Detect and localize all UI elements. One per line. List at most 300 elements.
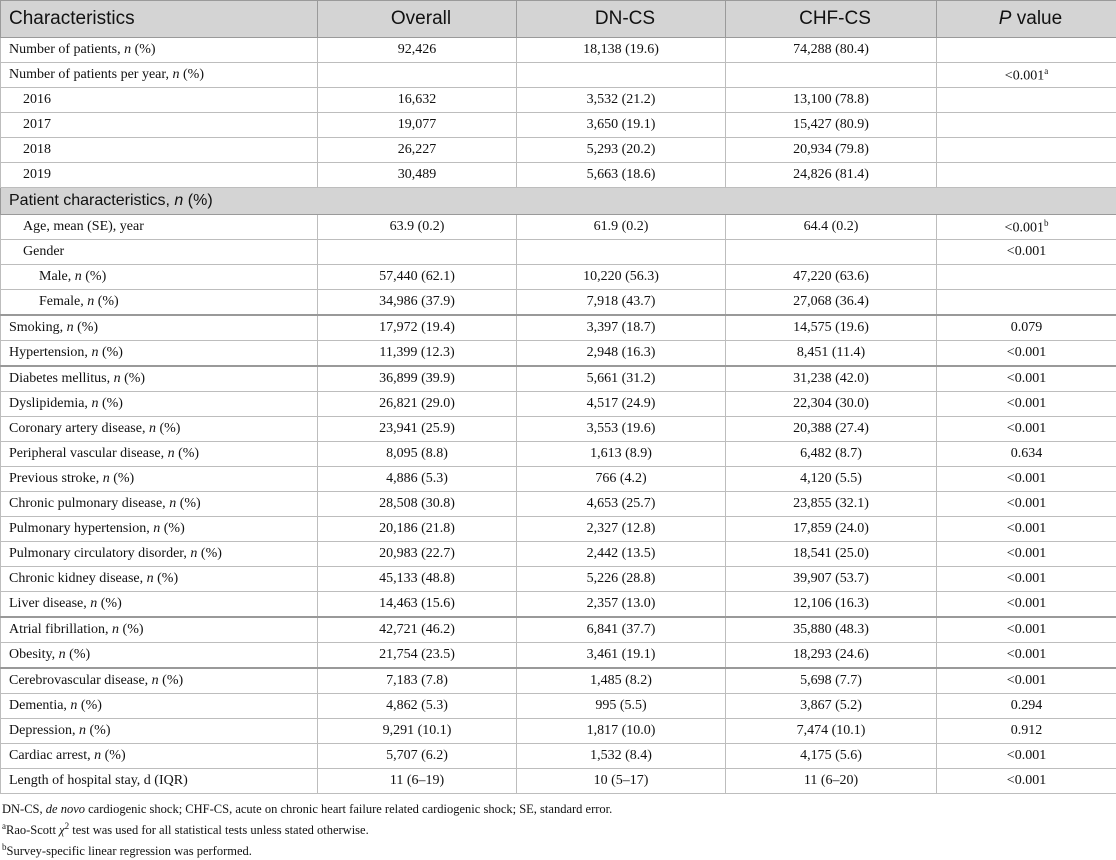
cell-p-value [937, 467, 1116, 492]
cell-chfcs: 47,220 (63.6) [726, 265, 937, 290]
row-label-suffix: (%) [86, 723, 111, 738]
cell-overall: 11,399 (12.3) [318, 341, 517, 367]
cell-overall: 11 (6–19) [318, 769, 517, 794]
cell-p-value [937, 744, 1116, 769]
cell-p-value [937, 392, 1116, 417]
row-label-text: Number of patients, [9, 42, 125, 57]
cell-chfcs: 8,451 (11.4) [726, 341, 937, 367]
cell-chfcs: 4,120 (5.5) [726, 467, 937, 492]
row-label-text: 2019 [23, 167, 51, 182]
row-label-n: n [148, 421, 156, 436]
cell-overall: 17,972 (19.4) [318, 315, 517, 341]
cell-dncs: 1,613 (8.9) [517, 442, 726, 467]
table-row [1, 769, 1116, 794]
header-overall: Overall [318, 1, 517, 38]
p-value-text: <0.001 [1006, 596, 1047, 611]
table-row [1, 694, 1116, 719]
table-header-row [1, 1, 1116, 38]
row-label [1, 88, 318, 113]
table-row [1, 315, 1116, 341]
row-label-suffix: (%) [176, 496, 201, 511]
footnote-a-start: Rao-Scott [6, 823, 60, 838]
cell-p-value [937, 694, 1116, 719]
cell-chfcs: 15,427 (80.9) [726, 113, 937, 138]
p-value-text: <0.001 [1006, 546, 1047, 561]
cell-p-value [937, 366, 1116, 392]
row-label-text: Dementia, [9, 698, 71, 713]
row-label-n: n [167, 446, 175, 461]
p-value-text: <0.001 [1006, 244, 1047, 259]
p-value-text: 0.079 [1010, 320, 1043, 335]
footnote-a-exponent: 2 [64, 821, 70, 831]
header-p-word: value [1016, 8, 1063, 29]
cell-chfcs: 22,304 (30.0) [726, 392, 937, 417]
cell-chfcs: 7,474 (10.1) [726, 719, 937, 744]
row-label-n: n [58, 647, 66, 662]
cell-chfcs: 35,880 (48.3) [726, 617, 937, 643]
table-row [1, 215, 1116, 240]
table-row [1, 38, 1116, 63]
row-label-suffix: (%) [101, 748, 126, 763]
cell-overall [318, 63, 517, 88]
cell-p-value [937, 88, 1116, 113]
p-value-text: <0.001 [1006, 622, 1047, 637]
header-characteristics: Characteristics [1, 1, 318, 38]
table-row [1, 163, 1116, 188]
row-label-text: 2016 [23, 92, 51, 107]
cell-overall: 7,183 (7.8) [318, 668, 517, 694]
p-value-text: <0.001 [1006, 571, 1047, 586]
table-row [1, 517, 1116, 542]
cell-chfcs: 4,175 (5.6) [726, 744, 937, 769]
cell-chfcs: 64.4 (0.2) [726, 215, 937, 240]
row-label [1, 517, 318, 542]
table-row [1, 392, 1116, 417]
cell-chfcs: 13,100 (78.8) [726, 88, 937, 113]
cell-p-value [937, 643, 1116, 669]
cell-chfcs: 20,388 (27.4) [726, 417, 937, 442]
table-row [1, 719, 1116, 744]
footnote-abbreviations [2, 801, 1116, 818]
p-value-text: <0.001 [1006, 496, 1047, 511]
row-label [1, 417, 318, 442]
footnote-abbr-end: cardiogenic shock; CHF-CS, acute on chronic heart failure related cardiogenic shock; SE, standard error. [85, 802, 613, 816]
p-value-text: <0.001 [1006, 748, 1047, 763]
row-label [1, 769, 318, 794]
table-row [1, 643, 1116, 669]
row-label-text: Chronic pulmonary disease, [9, 496, 170, 511]
row-label-text: Male, [39, 269, 75, 284]
row-label-suffix: (%) [120, 371, 146, 386]
cell-overall: 21,754 (23.5) [318, 643, 517, 669]
row-label-suffix: (%) [73, 320, 99, 335]
cell-chfcs: 17,859 (24.0) [726, 517, 937, 542]
table-row [1, 113, 1116, 138]
cell-dncs: 5,293 (20.2) [517, 138, 726, 163]
row-label-n: n [87, 294, 95, 309]
cell-chfcs [726, 240, 937, 265]
table-row [1, 668, 1116, 694]
row-label-suffix: (%) [155, 421, 181, 436]
cell-p-value [937, 38, 1116, 63]
table-row [1, 63, 1116, 88]
row-label [1, 643, 318, 669]
cell-p-value [937, 567, 1116, 592]
cell-p-value [937, 719, 1116, 744]
p-value-text: <0.001 [1006, 371, 1047, 386]
cell-p-value [937, 492, 1116, 517]
cell-overall: 36,899 (39.9) [318, 366, 517, 392]
row-label-text: Pulmonary circulatory disorder, [9, 546, 191, 561]
footnote-b [2, 839, 1116, 860]
p-value-text: <0.001 [1006, 521, 1047, 536]
row-label-suffix: (%) [153, 571, 179, 586]
cell-overall: 63.9 (0.2) [318, 215, 517, 240]
footnote-b-marker: b [2, 842, 7, 853]
cell-p-value [937, 668, 1116, 694]
cell-dncs: 1,532 (8.4) [517, 744, 726, 769]
row-label-text: Liver disease, [9, 596, 91, 611]
cell-p-value [937, 517, 1116, 542]
table-row [1, 240, 1116, 265]
header-p-letter: P [998, 8, 1012, 29]
footnote-a-chi: χ [59, 823, 65, 838]
row-label-suffix: (%) [160, 521, 185, 536]
cell-overall: 20,186 (21.8) [318, 517, 517, 542]
row-label-text: 2017 [23, 117, 51, 132]
table-row [1, 592, 1116, 618]
row-label-n: n [190, 546, 198, 561]
cell-chfcs: 39,907 (53.7) [726, 567, 937, 592]
table-row [1, 88, 1116, 113]
row-label-n: n [91, 396, 99, 411]
row-label-text: Cardiac arrest, [9, 748, 95, 763]
cell-dncs [517, 240, 726, 265]
row-label-suffix: (%) [94, 294, 119, 309]
cell-overall: 26,227 [318, 138, 517, 163]
row-label-suffix: (%) [179, 67, 204, 82]
header-chfcs: CHF-CS [726, 1, 937, 38]
footnote-b-text: Survey-specific linear regression was performed. [6, 844, 252, 859]
cell-p-value [937, 341, 1116, 367]
row-label-suffix: (%) [65, 647, 91, 662]
p-value-footnote-marker: b [1043, 217, 1049, 228]
cell-overall: 19,077 [318, 113, 517, 138]
row-label [1, 694, 318, 719]
cell-dncs: 2,948 (16.3) [517, 341, 726, 367]
row-label [1, 668, 318, 694]
cell-chfcs: 31,238 (42.0) [726, 366, 937, 392]
row-label-text: Cerebrovascular disease, [9, 673, 152, 688]
cell-chfcs: 11 (6–20) [726, 769, 937, 794]
cell-overall: 4,886 (5.3) [318, 467, 517, 492]
section-row-patient-characteristics [1, 188, 1116, 215]
row-label-text: Age, mean (SE), year [23, 219, 144, 234]
row-label-text: Peripheral vascular disease, [9, 446, 168, 461]
cell-overall: 28,508 (30.8) [318, 492, 517, 517]
cell-p-value [937, 315, 1116, 341]
cell-p-value [937, 63, 1116, 88]
row-label [1, 240, 318, 265]
cell-p-value [937, 163, 1116, 188]
row-label-n: n [79, 723, 86, 738]
row-label-n: n [91, 345, 99, 360]
cell-p-value [937, 542, 1116, 567]
cell-dncs: 6,841 (37.7) [517, 617, 726, 643]
cell-overall: 42,721 (46.2) [318, 617, 517, 643]
table-row [1, 492, 1116, 517]
cell-p-value [937, 265, 1116, 290]
row-label [1, 341, 318, 367]
cell-dncs [517, 63, 726, 88]
cell-overall: 57,440 (62.1) [318, 265, 517, 290]
cell-chfcs: 20,934 (79.8) [726, 138, 937, 163]
cell-p-value [937, 769, 1116, 794]
row-label-suffix: (%) [174, 446, 200, 461]
cell-dncs: 10 (5–17) [517, 769, 726, 794]
cell-chfcs: 14,575 (19.6) [726, 315, 937, 341]
cell-dncs: 2,357 (13.0) [517, 592, 726, 618]
cell-overall: 23,941 (25.9) [318, 417, 517, 442]
row-label-suffix: (%) [81, 269, 107, 284]
cell-dncs: 1,485 (8.2) [517, 668, 726, 694]
footnote-a-end: test was used for all statistical tests unless stated otherwise. [69, 823, 369, 838]
row-label-n: n [90, 596, 98, 611]
cell-dncs: 3,461 (19.1) [517, 643, 726, 669]
row-label [1, 542, 318, 567]
cell-dncs: 3,650 (19.1) [517, 113, 726, 138]
row-label-text: Dyslipidemia, [9, 396, 92, 411]
row-label-text: 2018 [23, 142, 51, 157]
cell-dncs: 7,918 (43.7) [517, 290, 726, 316]
row-label-text: Gender [23, 244, 65, 259]
section-label-suffix: (%) [183, 192, 213, 209]
row-label-text: Hypertension, [9, 345, 92, 360]
cell-dncs: 61.9 (0.2) [517, 215, 726, 240]
p-value-text: <0.001 [1006, 647, 1047, 662]
cell-overall [318, 240, 517, 265]
row-label-text: Atrial fibrillation, [9, 622, 113, 637]
row-label-text: Length of hospital stay, d (IQR) [9, 773, 188, 788]
row-label-n: n [94, 748, 102, 763]
row-label [1, 315, 318, 341]
cell-p-value [937, 417, 1116, 442]
p-value-text: 0.634 [1010, 446, 1043, 461]
cell-chfcs: 18,541 (25.0) [726, 542, 937, 567]
table-row [1, 442, 1116, 467]
row-label [1, 719, 318, 744]
section-label [1, 188, 1116, 215]
table-row [1, 744, 1116, 769]
cell-dncs: 18,138 (19.6) [517, 38, 726, 63]
row-label [1, 366, 318, 392]
cell-overall: 8,095 (8.8) [318, 442, 517, 467]
p-value-text: 0.912 [1010, 723, 1043, 738]
cell-overall: 30,489 [318, 163, 517, 188]
section-label-n: n [174, 192, 184, 209]
footnote-a-marker: a [2, 821, 6, 831]
row-label-text: Smoking, [9, 320, 67, 335]
cell-overall: 26,821 (29.0) [318, 392, 517, 417]
cell-p-value [937, 138, 1116, 163]
cell-p-value [937, 290, 1116, 316]
cell-overall: 20,983 (22.7) [318, 542, 517, 567]
row-label-suffix: (%) [119, 622, 144, 637]
row-label-text: Pulmonary hypertension, [9, 521, 154, 536]
table-row [1, 290, 1116, 316]
table-row [1, 341, 1116, 367]
p-value-text: <0.001 [1006, 345, 1047, 360]
cell-chfcs: 18,293 (24.6) [726, 643, 937, 669]
table-footnotes [0, 794, 1116, 860]
row-label [1, 38, 318, 63]
table-body-bottom [1, 215, 1116, 794]
cell-dncs: 3,532 (21.2) [517, 88, 726, 113]
cell-overall: 92,426 [318, 38, 517, 63]
row-label-text: Diabetes mellitus, [9, 371, 114, 386]
row-label-suffix: (%) [77, 698, 102, 713]
p-value-text: <0.001 [1006, 673, 1047, 688]
cell-p-value [937, 113, 1116, 138]
cell-dncs: 4,653 (25.7) [517, 492, 726, 517]
cell-p-value [937, 592, 1116, 618]
cell-p-value [937, 442, 1116, 467]
p-value-text: <0.001 [1006, 471, 1047, 486]
row-label-n: n [66, 320, 74, 335]
cell-p-value [937, 617, 1116, 643]
p-value-text: <0.001 [1006, 396, 1047, 411]
row-label-suffix: (%) [158, 673, 184, 688]
row-label-n: n [151, 673, 159, 688]
row-label-n: n [153, 521, 161, 536]
cell-dncs: 1,817 (10.0) [517, 719, 726, 744]
row-label-n: n [172, 67, 180, 82]
cell-chfcs: 12,106 (16.3) [726, 592, 937, 618]
row-label-text: Coronary artery disease, [9, 421, 149, 436]
p-value-text: <0.001 [1004, 68, 1045, 84]
p-value-footnote-marker: a [1044, 65, 1049, 76]
row-label-n: n [74, 269, 82, 284]
cell-dncs: 2,442 (13.5) [517, 542, 726, 567]
cell-chfcs: 23,855 (32.1) [726, 492, 937, 517]
row-label-suffix: (%) [131, 42, 156, 57]
cell-dncs: 3,397 (18.7) [517, 315, 726, 341]
row-label [1, 113, 318, 138]
cell-dncs: 2,327 (12.8) [517, 517, 726, 542]
row-label [1, 392, 318, 417]
footnote-a [2, 818, 1116, 839]
cell-chfcs: 5,698 (7.7) [726, 668, 937, 694]
row-label [1, 163, 318, 188]
cell-overall: 16,632 [318, 88, 517, 113]
row-label [1, 215, 318, 240]
cell-chfcs: 6,482 (8.7) [726, 442, 937, 467]
row-label-suffix: (%) [97, 596, 122, 611]
cell-dncs: 3,553 (19.6) [517, 417, 726, 442]
table-body-section [1, 188, 1116, 215]
cell-overall: 14,463 (15.6) [318, 592, 517, 618]
table-row [1, 366, 1116, 392]
row-label-suffix: (%) [109, 471, 135, 486]
cell-overall: 9,291 (10.1) [318, 719, 517, 744]
p-value-text: <0.001 [1004, 220, 1044, 236]
table-row [1, 542, 1116, 567]
header-p-value [937, 1, 1116, 38]
cell-dncs: 4,517 (24.9) [517, 392, 726, 417]
row-label-text: Number of patients per year, [9, 67, 173, 82]
table-row [1, 617, 1116, 643]
cell-chfcs: 24,826 (81.4) [726, 163, 937, 188]
row-label-n: n [169, 496, 177, 511]
section-label-text: Patient characteristics, [9, 192, 175, 209]
footnote-abbr-start: DN-CS, [2, 802, 46, 816]
row-label [1, 492, 318, 517]
row-label [1, 592, 318, 618]
cell-dncs: 10,220 (56.3) [517, 265, 726, 290]
table-row [1, 467, 1116, 492]
row-label-text: Previous stroke, [9, 471, 103, 486]
row-label [1, 467, 318, 492]
row-label-n: n [70, 698, 78, 713]
header-dncs: DN-CS [517, 1, 726, 38]
row-label [1, 138, 318, 163]
row-label [1, 617, 318, 643]
row-label [1, 265, 318, 290]
row-label [1, 442, 318, 467]
table-body-top [1, 38, 1116, 188]
row-label-text: Female, [39, 294, 88, 309]
cell-chfcs [726, 63, 937, 88]
table-row [1, 265, 1116, 290]
cell-overall: 34,986 (37.9) [318, 290, 517, 316]
footnote-abbr-italic: de novo [45, 802, 85, 816]
cell-dncs: 5,663 (18.6) [517, 163, 726, 188]
cell-overall: 4,862 (5.3) [318, 694, 517, 719]
row-label-suffix: (%) [197, 546, 222, 561]
row-label [1, 744, 318, 769]
row-label-n: n [112, 622, 120, 637]
row-label-n: n [146, 571, 154, 586]
cell-overall: 45,133 (48.8) [318, 567, 517, 592]
row-label [1, 567, 318, 592]
cell-chfcs: 3,867 (5.2) [726, 694, 937, 719]
row-label-suffix: (%) [98, 396, 123, 411]
row-label-n: n [113, 371, 121, 386]
table-row [1, 567, 1116, 592]
p-value-text: 0.294 [1010, 698, 1043, 713]
cell-dncs: 5,661 (31.2) [517, 366, 726, 392]
row-label-n: n [102, 471, 110, 486]
row-label [1, 290, 318, 316]
cell-p-value [937, 240, 1116, 265]
cell-p-value [937, 215, 1116, 240]
row-label-text: Depression, [9, 723, 79, 738]
row-label-suffix: (%) [98, 345, 123, 360]
row-label [1, 63, 318, 88]
cell-chfcs: 27,068 (36.4) [726, 290, 937, 316]
cell-dncs: 995 (5.5) [517, 694, 726, 719]
row-label-text: Obesity, [9, 647, 59, 662]
p-value-text: <0.001 [1006, 421, 1047, 436]
cell-dncs: 5,226 (28.8) [517, 567, 726, 592]
row-label-text: Chronic kidney disease, [9, 571, 147, 586]
table-row [1, 417, 1116, 442]
p-value-text: <0.001 [1006, 773, 1047, 788]
row-label-n: n [124, 42, 132, 57]
cell-chfcs: 74,288 (80.4) [726, 38, 937, 63]
table-row [1, 138, 1116, 163]
cell-overall: 5,707 (6.2) [318, 744, 517, 769]
